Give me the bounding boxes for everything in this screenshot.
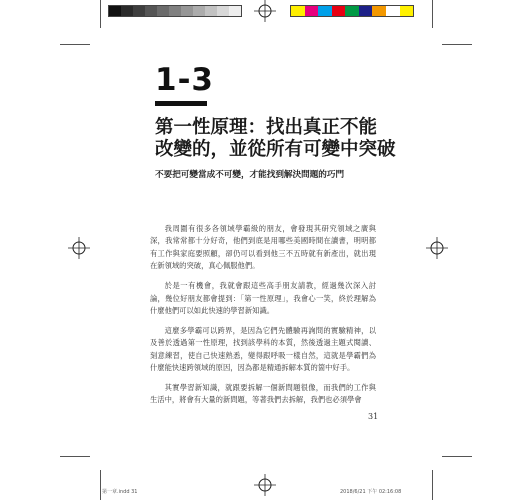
registration-mark-bottom-icon: [254, 474, 276, 496]
body-text: [150, 223, 376, 414]
paragraph: 於是一有機會，我就會跟這些高手朋友請教，經過幾次深入討論，幾位好朋友都會提到：「第一性原理」，我會心一笑，終於理解為什麼他們可以如此快速的學習新知識。: [150, 281, 376, 315]
registration-mark-right-icon: [426, 237, 448, 259]
crop-mark: [442, 44, 472, 45]
crop-mark: [60, 456, 90, 457]
title-line-1: 第一性原理：找出真正不能: [155, 117, 378, 138]
crop-mark: [432, 0, 433, 28]
crop-mark: [60, 44, 90, 45]
registration-mark-top-icon: [254, 0, 276, 22]
page-title: [155, 117, 415, 161]
gray-swatch: [229, 6, 241, 16]
section-number: 1-3: [155, 62, 215, 98]
gray-swatch: [157, 6, 169, 16]
gray-swatch: [193, 6, 205, 16]
crop-mark: [100, 0, 101, 28]
gray-swatch: [169, 6, 181, 16]
crop-mark: [442, 456, 472, 457]
color-swatch: [318, 6, 332, 16]
color-swatch: [359, 6, 373, 16]
slug-timestamp: 2018/6/21 下午 02:16:08: [340, 489, 402, 495]
paragraph: 其實學習新知識，就跟要拆解一個新問題很像，而我們的工作與生活中，將會有大量的新問題，等著我們去拆解，我們也必須學會: [150, 382, 376, 405]
color-swatch: [305, 6, 319, 16]
gray-swatch: [205, 6, 217, 16]
color-swatch: [400, 6, 414, 16]
subtitle: 不要把可變當成不可變，才能找到解決問題的巧門: [155, 170, 345, 180]
gray-swatch: [145, 6, 157, 16]
color-swatch: [386, 6, 400, 16]
slug-filename: 第一章.indd 31: [102, 489, 138, 495]
gray-swatch: [133, 6, 145, 16]
gray-swatch: [181, 6, 193, 16]
gray-swatch: [109, 6, 121, 16]
gray-swatch: [121, 6, 133, 16]
section-underline: [155, 101, 207, 106]
page-number: 31: [368, 412, 379, 421]
registration-mark-left-icon: [68, 237, 90, 259]
color-swatch: [332, 6, 346, 16]
color-calibration-bar: [290, 5, 414, 17]
color-swatch: [372, 6, 386, 16]
gray-swatch: [217, 6, 229, 16]
crop-mark: [100, 470, 101, 500]
color-swatch: [345, 6, 359, 16]
paragraph: 我周圍有很多各領域學霸級的朋友，會發現其研究領域之廣與深，我常常都十分好奇，他們到底是用哪些美國時間在讀書，明明都有工作與家庭要照顧，卻仍可以看到他三不五時就有新產出，就出現在新領域的突破，真心佩服他們。: [150, 224, 376, 271]
color-swatch: [291, 6, 305, 16]
title-line-2: 改變的，並從所有可變中突破: [155, 139, 396, 160]
grayscale-calibration-bar: [108, 5, 242, 17]
crop-mark: [432, 470, 433, 500]
paragraph: 這麼多學霸可以跨界，是因為它們先體驗再詢問的實驗精神，以及善於透過第一性原理，找到該學科的本質，然後透過主題式閱讀、刻意練習，使自己快速熟悉，變得跟呼吸一樣自然，這就是學霸們為什麼能快速跨領域的原因，因為都是精通拆解本質的箇中好手。: [150, 325, 376, 373]
